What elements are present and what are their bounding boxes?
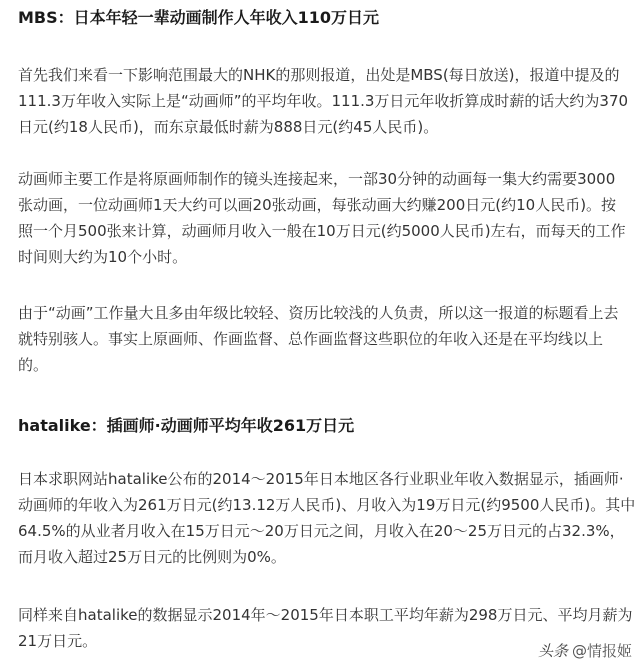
text-line: 首先我们来看一下影响范围最大的NHK的那则报道，出处是MBS(每日放送)，报道中提及的 [18,66,620,84]
text-line: 64.5%的从业者月收入在15万日元～20万日元之间，月收入在20～25万日元的占32.3%， [18,522,625,540]
text-line: 21万日元。 [18,632,98,650]
paragraph-nhk-report [18,62,629,140]
section-heading-mbs: MBS：日本年轻一辈动画制作人年收入110万日元 [18,8,380,27]
text-line: 时间则大约为10个小时。 [18,248,188,266]
text-line: 动画师的年收入为261万日元(约13.12万人民币)、月收入为19万日元(约9500人民币)。其中 [18,496,636,514]
text-line: 日本求职网站hatalike公布的2014～2015年日本地区各行业职业年收入数据显示，插画师· [18,470,624,488]
text-line: 动画师主要工作是将原画师制作的镜头连接起来，一部30分钟的动画每一集大约需要3000 [18,170,616,188]
text-line: 的。 [18,356,49,374]
text-line: 张动画，一位动画师1天大约可以画20张动画，每张动画大约赚200日元(约10人民币)。按 [18,196,617,214]
paragraph-title-explanation [18,300,624,378]
text-line: 而月收入超过25万日元的比例则为0%。 [18,548,286,566]
paragraph-animator-work [18,166,624,270]
text-line: 就特别骇人。事实上原画师、作画监督、总作画监督这些职位的年收入还是在平均线以上 [18,330,604,348]
text-line: 照一个月500张来计算，动画师月收入一般在10万日元(约5000人民币)左右，而每天的工作 [18,222,626,240]
text-line: 由于“动画”工作量大且多由年级比较轻、资历比较浅的人负责，所以这一报道的标题看上去 [18,304,619,322]
text-line: 111.3万年收入实际上是“动画师”的平均年收。111.3万日元年收折算成时薪的话大约为370 [18,92,629,110]
watermark [538,640,632,661]
text-line: 同样来自hatalike的数据显示2014年～2015年日本职工平均年薪为298万日元、平均月薪为 [18,606,633,624]
paragraph-average-salary [18,602,633,654]
watermark-handle: @情报姬 [571,642,632,660]
paragraph-hatalike-data [18,466,636,570]
watermark-brand: 头条 [537,642,568,660]
section-heading-hatalike: hatalike：插画师·动画师平均年收261万日元 [18,416,355,435]
text-line: 日元(约18人民币)，而东京最低时薪为888日元(约45人民币)。 [18,118,439,136]
